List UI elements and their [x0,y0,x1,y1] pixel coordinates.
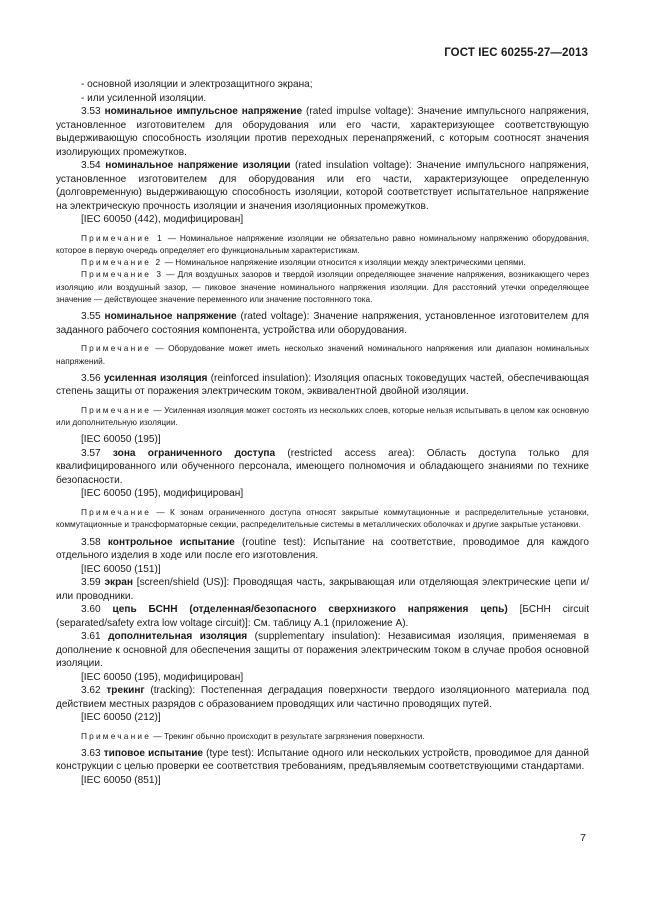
note-label: Примечание 2 [81,257,163,268]
note-text: — К зонам ограниченного доступа относят закрытые коммутационные и распределительные установки, коммутационные и трансформаторные секции, распределительные системы в металлических оболочках и другие закрытые установки. [56,506,589,530]
list-item: - или усиленной изоляции. [81,92,207,104]
term-name: цепь БСНН (отделенная/безопасного сверхнизкого напряжения цепь) [112,604,508,616]
note-text: — Для воздушных зазоров и твердой изоляции определяющее значение напряжения, возникающего через изоляцию или воздушный зазор, — пиковое значение номинального напряжения изоляции. Для расстояний утечки определяющее значение — действующее значение переменного или значение постоянного тока. [56,269,589,304]
term-name: номинальное импульсное напряжение [104,106,303,117]
term-number: 3.56 [81,372,101,384]
note-text: — Трекинг обычно происходит в результате загрязнения поверхности. [151,730,425,741]
term-text: (rated voltage): Значение напряжения, установленное изготовителем для заданного рабочего состояния компонента, устройства или оборудования. [56,311,589,336]
term-definition [56,603,589,630]
term-text: [screen/shield (US)]: Проводящая часть, закрывающая или отделяющая электрические цепи и/или проводники. [56,577,590,602]
term-definition [56,536,589,563]
note [56,730,589,742]
term-name: типовое испытание [103,747,204,759]
term-text: (rated insulation voltage): Значение импульсного напряжения, установленное изготовителем для оборудования или его части, характеризующее определенную (долговременную) выдерживающую способность изоляции, которой соответствует испытательное напряжение на электрическую прочность изоляции и значения изоляционных промежутков. [56,160,589,212]
note-label: Примечание [81,404,152,415]
reference: [IEC 60050 (851)] [81,774,161,786]
term-text: (supplementary insulation): Независимая изоляция, применяемая в дополнение к основной для обеспечения защиты от поражения электрическим током в случае пробоя основной изоляции. [56,631,589,670]
reference: [IEC 60050 (195), модифицирован] [81,671,244,683]
note-label: Примечание 1 [81,232,164,243]
note-label: Примечание [81,343,152,354]
note [56,232,589,257]
term-text: (rated impulse voltage): Значение импульсного напряжения, установленное изготовителем для оборудования или его части, характеризующее соответствующую выдерживающую способность изоляции против переходных перенапряжений, с которым соотносят значения изолирующих промежутков. [56,106,589,158]
term-name: усиленная изоляция [103,372,208,384]
term-name: зона ограниченного доступа [112,447,276,459]
term-name: номинальное напряжение [104,311,237,323]
term-name: дополнительная изоляция [108,631,248,643]
note-text: — Усиленная изоляция может состоять из нескольких слоев, которые нельзя испытывать в целом как основную или дополнительную изоляции. [56,404,589,428]
note [56,404,589,429]
term-number: 3.53 [81,106,101,117]
note-label: Примечание [81,730,152,741]
term-number: 3.61 [81,631,101,643]
term-text: (reinforced insulation): Изоляция опасных токоведущих частей, обеспечивающая степень защиты от поражения электрическим током, эквивалентной двойной изоляции. [56,372,589,398]
term-definition [56,372,589,399]
term-number: 3.62 [81,685,101,697]
term-number: 3.55 [81,311,101,323]
term-text: (routine test): Испытание на соответствие, проводимое для каждого отдельного изделия в ходе или после его изготовления. [56,536,589,562]
note [56,506,589,531]
note-text: — Оборудование может иметь несколько значений номинального напряжения или диапазон номинальных напряжений. [56,343,589,366]
term-number: 3.59 [81,577,101,589]
reference: [IEC 60050 (151)] [81,563,161,575]
term-definition [56,630,589,671]
term-number: 3.57 [81,447,101,459]
term-text: [БСНН circuit (separated/safety extra low voltage circuit)]: См. таблицу А.1 (приложение А). [56,604,589,629]
term-name: номинальное напряжение изоляции [105,160,291,171]
note-label: Примечание 3 [81,269,164,280]
term-name: трекинг [106,685,145,697]
document-body [56,78,589,787]
term-text: (type test): Испытание одного или нескольких устройств, проводимое для данной конструкции с целью проверки ее соответствия требованиям, предъявляемым соответствующими стандартами. [56,747,589,773]
term-text: (tracking): Постепенная деградация поверхности твердого изоляционного материала под действием местных разрядов с образованием проводящих или частично проводящих путей. [56,685,589,710]
term-definition [56,576,589,603]
term-definition [56,684,589,711]
note [56,256,589,268]
note-text: — Номинальное напряжение изоляции относится к изоляции между электрическими цепями. [162,257,526,268]
term-text: (restricted access area): Область доступа только для квалифицированного или обученного персонала, имеющего полномочия и обладающего знаниями по технике безопасности. [56,447,589,486]
term-definition [56,105,589,159]
list-item: - основной изоляции и электрозащитного экрана; [81,79,313,90]
note-text: — Номинальное напряжение изоляции не обязательно равно номинальному напряжению оборудования, которое в первую очередь определяет его функциональным характеристикам. [56,232,590,255]
term-definition [56,747,589,774]
term-definition [56,310,589,337]
term-name: контрольное испытание [107,536,235,548]
term-number: 3.54 [81,160,101,171]
term-name: экран [104,577,133,589]
term-definition [56,447,589,488]
term-definition [56,159,589,213]
reference: [IEC 60050 (195)] [81,434,161,446]
page-number: 7 [580,832,586,844]
reference: [IEC 60050 (212)] [81,712,161,724]
term-number: 3.60 [81,604,101,616]
reference: [IEC 60050 (195), модифицирован] [81,488,244,500]
note-label: Примечание [81,506,152,517]
note [56,268,589,305]
term-number: 3.58 [81,536,101,548]
document-header: ГОСТ IEC 60255-27—2013 [444,47,588,59]
term-number: 3.63 [81,747,101,759]
reference: [IEC 60050 (442), модифицирован] [81,214,244,225]
note [56,342,589,367]
